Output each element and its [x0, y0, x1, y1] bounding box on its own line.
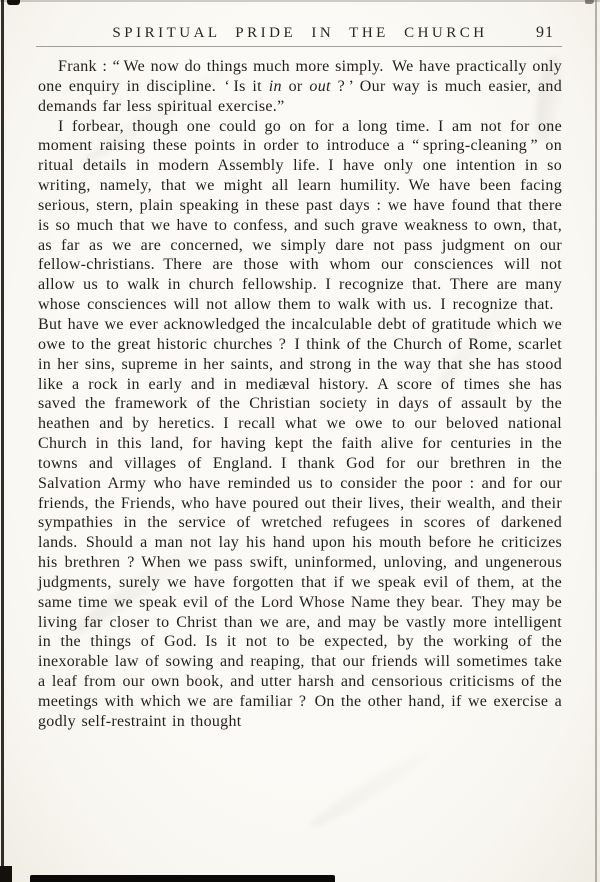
- page-number: 91: [536, 24, 554, 41]
- text-run: or: [281, 77, 310, 95]
- page-body: [38, 57, 562, 732]
- running-header: [0, 25, 600, 42]
- scan-bottom-bar: [30, 875, 335, 882]
- text-run: Frank : “ We now do things much more simply. We have practically only one enquiry in discipline. ‘ Is it: [38, 58, 562, 95]
- scan-edge-left: [1, 0, 4, 882]
- scan-edge-top: [0, 0, 600, 2]
- watermark-smudge: [307, 746, 434, 833]
- scan-corner-mark-bottom-left: [0, 866, 12, 882]
- page-title: SPIRITUAL PRIDE IN THE CHURCH: [112, 25, 488, 41]
- body-paragraph: [38, 57, 562, 117]
- text-run: ? ’ Our way is much easier, and demands far less spiritual exercise.”: [38, 77, 563, 115]
- text-run: I forbear, though one could go on for a long time. I am not for one moment raising these points in order to introduce a “ spring-cleaning ” on ritual details in modern Assembly life. I have only one intention in so writing, namely, that we might all learn humility. We have been facing serious, stern, plain speaking in these past days : we have found that there is so much that we have to confess, and such grave weakness to own, that, as far as we are concerned, we simply dare not pass judgment on our fellow-christians. There are those with whom our consciences will not allow us to walk in church fellowship. I recognize that. There are many whose consciences will not allow them to walk with us. I recognize that. But have we ever acknowledged the incalculable debt of gratitude which we owe to the great historic churches ? I think of the Church of Rome, scarlet in her sins, supreme in her saints, and strong in the way that she has stood like a rock in early and in mediæval history. A score of times she has saved the framework of the Christian society in days of assault by the heathen and by heretics. I recall what we owe to our beloved national Church in this land, for having kept the faith alive for centuries in the towns and villages of England. I thank God for our brethren in the Salvation Army who have reminded us to consider the poor : and for our friends, the Friends, who have poured out their lives, their wealth, and their sympathies in the service of wretched refugees in scores of darkened lands. Should a man not lay his hand upon his mouth before he criticizes his brethren ? When we pass swift, uninformed, unloving, and ungenerous judgments, surely we have forgotten that if we speak evil of them, at the same time we speak evil of the Lord Whose Name they bear. They may be living far closer to Christ than we are, and may be vastly more intelligent in the things of God. Is it not to be expected, by the working of the inexorable law of sowing and reaping, that our friends will sometimes take a leaf from our own book, and utter harsh and censorious criticisms of the meetings with which we are familiar ? On the other hand, if we exercise a godly self-restraint in thought: [38, 117, 562, 730]
- header-rule: [36, 46, 562, 47]
- scan-edge-right: [595, 0, 597, 882]
- scan-corner-mark-top-right: [585, 0, 594, 4]
- italic-text-run: out: [309, 77, 331, 95]
- scan-corner-mark-top-left: [7, 0, 20, 5]
- italic-text-run: in: [268, 77, 282, 95]
- body-paragraph: [38, 117, 562, 732]
